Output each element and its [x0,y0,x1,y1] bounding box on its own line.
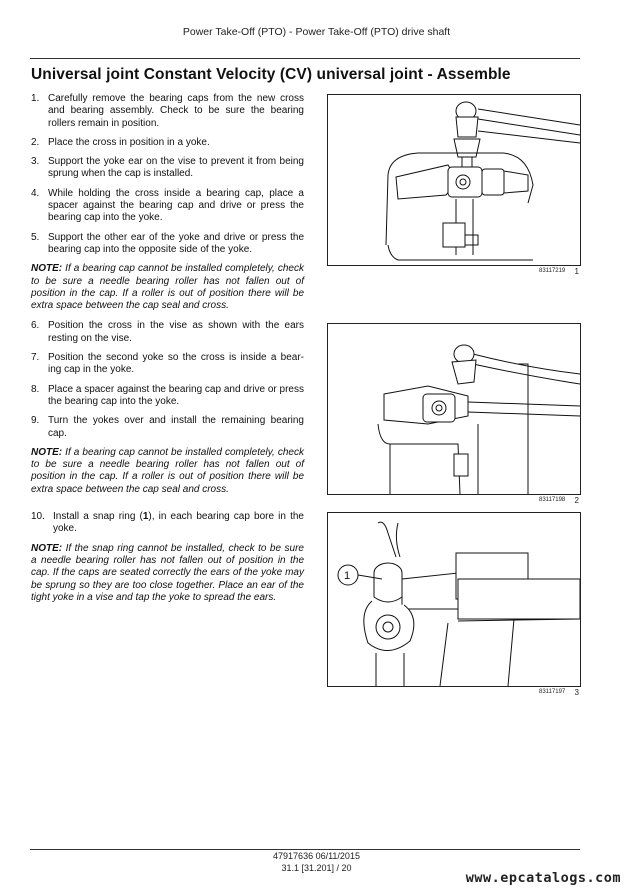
figure-2-caption [327,497,579,507]
note-label: NOTE: [31,446,63,458]
step-text: Place a spacer against the bearing cap and drive or press the bearing cap into the yoke. [48,383,304,407]
page-number: 31.1 [31.201] / 20 [281,862,352,873]
step-number: 3. [31,156,40,168]
step-item [31,352,304,377]
figure-number: 2 [574,496,579,505]
figure-1-caption [327,268,579,278]
note-text: If a bearing cap cannot be installed completely, check to be sure a needle bearing roller has not fallen out of position in the cap. If a roller is out of position there will be extra space between the cap seal and cross. [31,446,304,495]
steps-group-b [31,320,304,439]
figure-1-illustration [327,94,581,266]
step-text: While holding the cross inside a bearing cap, place a spacer against the bearing cap and drive or press the bearing cap into the yoke. [48,187,304,224]
step-text: Position the cross in the vise as shown with the ears resting on the vise. [48,320,304,344]
procedure-text [31,93,304,604]
figure-2-illustration [327,323,581,495]
note-label: NOTE: [31,542,63,554]
step-item [31,511,304,536]
footer-rule [30,849,580,850]
step-item [31,93,304,130]
step-item [31,188,304,225]
figure-number: 3 [574,688,579,697]
step-number: 1. [31,93,40,104]
step-number: 9. [31,415,40,427]
document-id: 47917636 06/11/2015 [273,851,360,861]
note-text: If the snap ring cannot be installed, check to be sure a needle bearing roller has not fallen out of position in the cap. If the caps are seated correctly the ears of the yoke may be sprung so they are too close together. Place an ear of the tight yoke in a vise and tap the yoke to spread the ears. [31,542,304,603]
step-text: Install a snap ring (1), in each bearing cap bore in the yoke. [53,511,304,535]
callout-label: 1 [344,570,351,582]
step-item [31,320,304,345]
note-1 [31,263,304,312]
note-text: If a bearing cap cannot be installed completely, check to be sure a needle bearing roller has not fallen out of position in the cap. If a roller is out of position there will be extra space between the cap seal and cross. [31,263,304,312]
step-item [31,415,304,440]
watermark: www.epcatalogs.com [465,870,621,886]
step-number: 4. [31,187,40,199]
note-label: NOTE: [31,263,63,275]
note-3 [31,543,304,604]
step-item [31,156,304,181]
figure-code: 83117219 [539,268,566,274]
callout-ref: 1 [142,511,149,523]
figure-number: 1 [574,267,579,276]
steps-group-a [31,93,304,256]
step-number: 5. [31,231,40,243]
step-item [31,232,304,257]
step-item [31,137,304,149]
section-title: Universal joint Constant Velocity (CV) universal joint - Assemble [31,66,511,83]
header-rule [30,58,580,59]
figure-code: 83117197 [539,689,566,695]
step-text: Support the other ear of the yoke and drive or press the bearing cap into the opposite side of the yoke. [48,231,304,255]
step-item [31,384,304,409]
step-number: 6. [31,320,40,332]
step-number: 10. [31,511,45,523]
step-text: Carefully remove the bearing caps from the new cross and bearing assembly. Check to be sure the bearing rollers remain in position. [48,93,304,129]
figure-3-caption [327,689,579,699]
step-number: 7. [31,352,40,364]
step-text: Support the yoke ear on the vise to prevent it from being sprung when the cap is installed. [48,156,304,180]
page-header: Power Take-Off (PTO) - Power Take-Off (PTO) drive shaft [182,26,451,38]
figure-code: 83117198 [539,497,566,503]
figure-3-illustration [327,512,581,687]
step-text: Position the second yoke so the cross is inside a bear- ing cap in the yoke. [48,352,304,376]
step-number: 2. [31,136,40,148]
step-text: Turn the yokes over and install the remaining bearing cap. [48,415,304,439]
note-2 [31,447,304,496]
step-number: 8. [31,383,40,395]
step-text: Place the cross in position in a yoke. [48,136,210,148]
